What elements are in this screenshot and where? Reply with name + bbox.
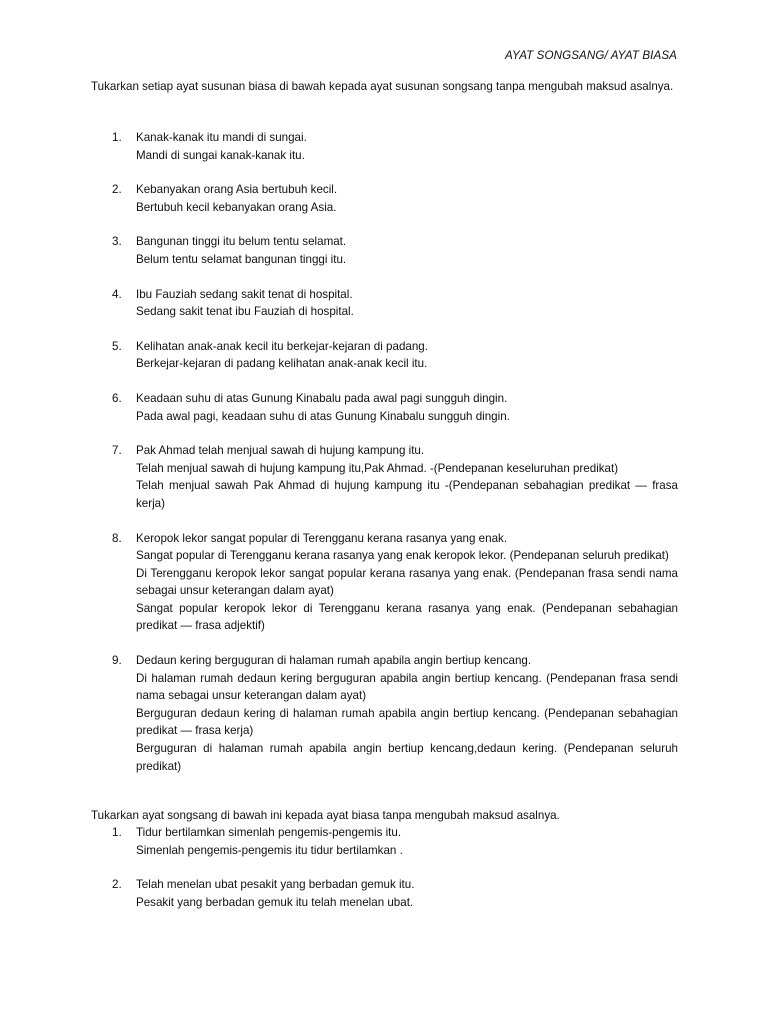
item-number: 7. <box>112 444 122 458</box>
item-number: 8. <box>112 531 122 545</box>
item-line: Pesakit yang berbadan gemuk itu telah menelan ubat. <box>136 895 414 909</box>
item-line: Pada awal pagi, keadaan suhu di atas Gunung Kinabalu sungguh dingin. <box>136 409 510 423</box>
section2-list <box>91 824 678 928</box>
list-item <box>91 530 678 636</box>
item-line: Berguguran dedaun kering di halaman rumah apabila angin bertiup kencang. (Pendepanan sebahagian predikat — frasa kerja) <box>136 706 678 738</box>
list-item <box>91 286 678 321</box>
list-item <box>91 181 678 216</box>
item-line: Sangat popular di Terengganu kerana rasanya yang enak keropok lekor. (Pendepanan seluruh predikat) <box>136 549 669 563</box>
item-line: Sangat popular keropok lekor di Terengganu kerana rasanya yang enak. (Pendepanan sebahagian predikat — frasa adjektif) <box>136 601 678 633</box>
item-line: Telah menelan ubat pesakit yang berbadan gemuk itu. <box>136 878 415 892</box>
item-number: 1. <box>112 826 122 839</box>
list-item <box>91 390 678 425</box>
section1-instruction: Tukarkan setiap ayat susunan biasa di bawah kepada ayat susunan songsang tanpa mengubah maksud asalnya. <box>91 80 674 93</box>
item-line: Pak Ahmad telah menjual sawah di hujung kampung itu. <box>136 444 425 458</box>
section2-instruction: Tukarkan ayat songsang di bawah ini kepada ayat biasa tanpa mengubah maksud asalnya. <box>91 809 560 822</box>
item-line: Kelihatan anak-anak kecil itu berkejar-kejaran di padang. <box>136 339 428 353</box>
list-item <box>91 876 678 911</box>
header-title: AYAT SONGSANG/ AYAT BIASA <box>505 49 677 62</box>
section1-list <box>91 129 678 792</box>
item-line: Di Terengganu keropok lekor sangat popular kerana rasanya yang enak. (Pendepanan frasa sendi nama sebagai unsur keterangan dalam ayat) <box>136 566 678 598</box>
item-number: 2. <box>112 183 122 197</box>
list-item <box>91 338 678 373</box>
item-line: Simenlah pengemis-pengemis itu tidur bertilamkan . <box>136 843 403 857</box>
item-number: 5. <box>112 339 122 353</box>
item-line: Telah menjual sawah di hujung kampung itu,Pak Ahmad. -(Pendepanan keseluruhan predikat) <box>136 461 619 475</box>
item-line: Berguguran di halaman rumah apabila angin bertiup kencang,dedaun kering. (Pendepanan seluruh predikat) <box>136 742 678 773</box>
item-line: Keadaan suhu di atas Gunung Kinabalu pada awal pagi sungguh dingin. <box>136 391 508 405</box>
item-line: Ibu Fauziah sedang sakit tenat di hospital. <box>136 287 353 301</box>
item-line: Belum tentu selamat bangunan tinggi itu. <box>136 252 347 266</box>
item-line: Bertubuh kecil kebanyakan orang Asia. <box>136 200 337 214</box>
item-number: 3. <box>112 235 122 249</box>
item-line: Kebanyakan orang Asia bertubuh kecil. <box>136 183 338 197</box>
item-line: Dedaun kering berguguran di halaman rumah apabila angin bertiup kencang. <box>136 654 532 668</box>
item-line: Telah menjual sawah Pak Ahmad di hujung kampung itu -(Pendepanan sebahagian predikat — frasa kerja) <box>136 479 678 510</box>
item-line: Kanak-kanak itu mandi di sungai. <box>136 131 307 144</box>
item-number: 4. <box>112 287 122 301</box>
item-line: Mandi di sungai kanak-kanak itu. <box>136 148 305 162</box>
item-line: Berkejar-kejaran di padang kelihatan anak-anak kecil itu. <box>136 357 428 371</box>
item-line: Bangunan tinggi itu belum tentu selamat. <box>136 235 347 249</box>
item-number: 9. <box>112 654 122 668</box>
item-number: 1. <box>112 131 122 144</box>
list-item <box>91 442 678 512</box>
item-number: 6. <box>112 391 122 405</box>
item-line: Tidur bertilamkan simenlah pengemis-pengemis itu. <box>136 826 402 839</box>
item-line: Sedang sakit tenat ibu Fauziah di hospital. <box>136 305 354 319</box>
item-number: 2. <box>112 878 122 892</box>
list-item <box>91 824 678 859</box>
item-line: Keropok lekor sangat popular di Terengganu kerana rasanya yang enak. <box>136 531 508 545</box>
list-item <box>91 129 678 164</box>
list-item <box>91 233 678 268</box>
list-item <box>91 652 678 775</box>
item-line: Di halaman rumah dedaun kering berguguran apabila angin bertiup kencang. (Pendepanan frasa sendi nama sebagai unsur keterangan dalam ayat) <box>136 671 678 703</box>
